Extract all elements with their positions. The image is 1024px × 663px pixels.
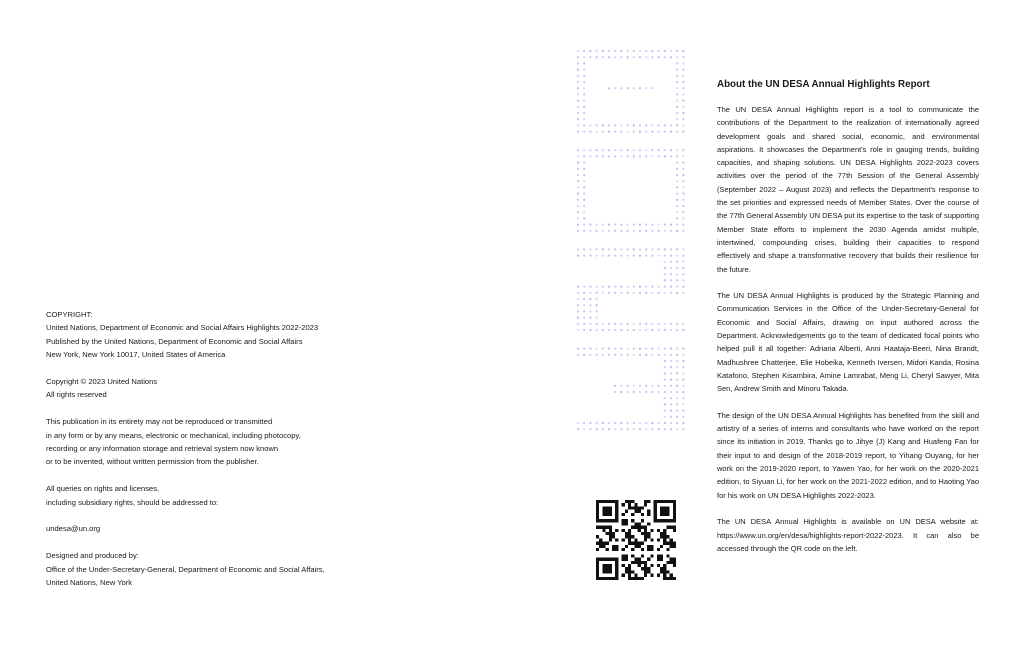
designed-heading: Designed and produced by: (46, 551, 139, 561)
rights-section (46, 375, 346, 402)
dotted-year-graphic (575, 48, 695, 448)
about-paragraph-2: The UN DESA Annual Highlights is produced by the Strategic Planning and Communication Services in the Office of the Under-Secretary-General for Economic and Social Affairs, drawing on input authored across the Department. Acknowledgements go to the team of dedicated focal points who helped pull it all together: Adriana Alberti, Anni Haataja-Beeri, Nina Brandt, Madhushree Chatterjee, Elie Hobeika, Kenneth Iversen, Midori Kanda, Rosina Katafono, Stephen Kisambira, Amine Lamrabat, Meng Li, Cheryl Sawyer, Mita Sen, Andrew Smith and Minoru Takada. (717, 291, 979, 394)
designed-line: United Nations, New York (46, 578, 133, 588)
about-paragraph-1: The UN DESA Annual Highlights report is a tool to communicate the contributions of the Department to the realization of internationally agreed development goals and shared social, economic, and environmental aspirations. It showcases the Department's role in gauging trends, building capacities, and shaping solutions. UN DESA Highlights 2022-2023 covers activities over the period of the 77th Session of the General Assembly (September 2022 – August 2023) and reflects the Department's response to the set priorities and expressed needs of Member States. Over the course of the 77th General Assembly UN DESA put its expertise to the task of supporting Member State efforts to implement the 2030 Agenda amidst multiple, intertwined, compounding crises, building their capacities to respond effectively and shape a transformative recovery that builds their resilience for the future. (717, 105, 979, 274)
qr-code-graphic (596, 500, 676, 580)
copyright-heading: COPYRIGHT: (46, 310, 93, 319)
queries-line: including subsidiary rights, should be addressed to: (46, 497, 219, 507)
about-section (717, 78, 979, 568)
queries-line: All queries on rights and licenses, (46, 484, 160, 494)
designed-section (46, 549, 346, 589)
copyright-line: United Nations, Department of Economic and Social Affairs Highlights 2022-2023 (46, 323, 319, 333)
qr-code-icon[interactable] (596, 500, 676, 580)
contact-email[interactable]: undesa@un.org (46, 524, 101, 534)
reproduction-line: in any form or by any means, electronic or mechanical, including photocopy, (46, 430, 301, 440)
copyright-block (46, 308, 346, 603)
queries-section (46, 482, 346, 509)
rights-line: All rights reserved (46, 390, 107, 400)
copyright-section (46, 308, 346, 362)
copyright-line: Published by the United Nations, Department of Economic and Social Affairs (46, 336, 303, 346)
reproduction-line: recording or any information storage and retrieval system now known (46, 444, 279, 454)
about-title: About the UN DESA Annual Highlights Report (717, 79, 930, 90)
copyright-line: New York, New York 10017, United States of America (46, 350, 226, 360)
about-paragraph-4: The UN DESA Annual Highlights is available on UN DESA website at: https://www.un.org/en/desa/highlights-report-2022-2023. It can also be accessed through the QR code on the left. (717, 517, 979, 553)
about-paragraph-3: The design of the UN DESA Annual Highlights has benefited from the skill and artistry of a series of interns and consultants who have worked on the report since its initiation in 2019. Thanks go to Jihye (J) Kang and Huafeng Fan for their input to and design of the 2018-2019 report, to Yihang Ouyang, for her work on the 2019-2020 report, to Yawen Yao, for her work on the 2020-2021 edition, to Siyuan Li, for her work on the 2021-2022 edition, and to Haoting Yao for his work on UN DESA Highlights 2022-2023. (717, 410, 979, 500)
contact-section (46, 522, 346, 535)
reproduction-line: This publication in its entirety may not be reproduced or transmitted (46, 417, 273, 427)
reproduction-notice (46, 415, 346, 469)
rights-line: Copyright © 2023 United Nations (46, 377, 158, 387)
reproduction-line: or to be invented, without written permission from the publisher. (46, 457, 259, 467)
designed-line: Office of the Under-Secretary-General, Department of Economic and Social Affairs, (46, 564, 325, 574)
